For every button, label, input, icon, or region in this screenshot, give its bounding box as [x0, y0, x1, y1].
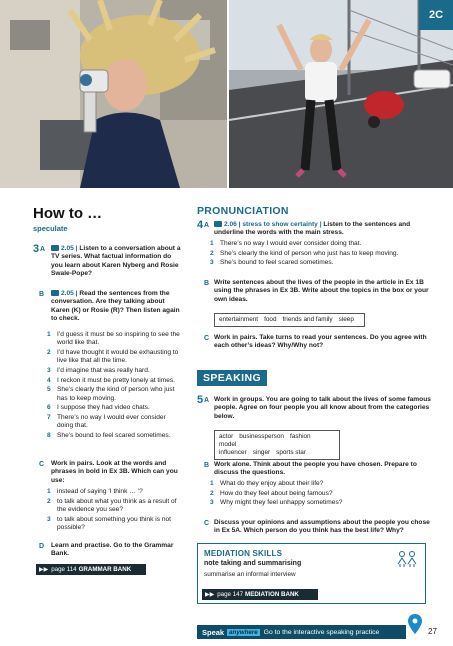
- ex5c-text: Discuss your opinions and assumptions about the people you chose in Ex 5A. Which person do you think has the best life? Why?: [214, 519, 430, 535]
- mediation-bank-link[interactable]: ▶▶ page 147 MEDIATION BANK: [202, 589, 318, 600]
- mediation-task: summarise an informal interview: [204, 571, 296, 578]
- ex3b-text: Read the sentences from the conversation. Are they talking about Karen (K) or Rosie (R)? Then listen again to check.: [51, 290, 180, 323]
- ex3-number: 3: [33, 243, 40, 255]
- list-item: 2 How do they feel about being famous?: [210, 489, 333, 497]
- people-icon: [396, 550, 418, 568]
- list-item: 1 instead of saying ‘I think … ’?: [47, 488, 143, 495]
- double-arrow-icon: ▶▶: [39, 567, 49, 573]
- grammar-bank-link[interactable]: ▶▶ page 114 GRAMMAR BANK: [36, 564, 146, 575]
- list-item: 3 She’s bound to feel scared sometimes.: [210, 259, 334, 267]
- speaking-heading: SPEAKING: [197, 370, 267, 386]
- ex3b-instructions: 2.05 | Read the sentences from the conversation. Are they talking about Karen (K) or Rosie (R)? Then listen again to check.: [51, 290, 180, 323]
- ex5b-letter: B: [204, 462, 210, 469]
- list-item: 1 What do they enjoy about their life?: [210, 480, 324, 487]
- howto-subtitle: speculate: [33, 224, 68, 233]
- list-item: 1 I’d guess it must be so inspiring to see the world like that.: [47, 331, 180, 347]
- ex3a-text: Listen to a conversation about a TV series. What factual information do you learn about Karen Nyberg and Rosie Swale-Pope?: [51, 245, 181, 278]
- ex3d-text: Learn and practise. Go to the Grammar Bank.: [51, 542, 174, 558]
- list-item: 4 I reckon it must be pretty lonely at times.: [47, 376, 176, 384]
- ex3a-instructions: 2.05 | Listen to a conversation about a TV series. What factual information do you learn about Karen Nyberg and Rosie Swale-Pope?: [51, 245, 181, 278]
- ex3b-sentence-list: [47, 331, 182, 441]
- ex5-number: 5: [197, 394, 204, 406]
- list-item: 2 I’d have thought it would be exhausting to live like that all the time.: [47, 349, 179, 365]
- list-item: 2 She’s clearly the kind of person who just has to keep moving.: [210, 249, 399, 257]
- ex5c-letter: C: [204, 520, 210, 527]
- section-badge: 2C: [419, 0, 453, 30]
- list-item: 2 to talk about what you think as a result of the evidence you see?: [47, 497, 177, 513]
- ex5b-text: Work alone. Think about the people you have chosen. Prepare to discuss the questions.: [214, 461, 417, 477]
- mediation-title: MEDIATION SKILLS: [204, 549, 283, 558]
- ex3b-track: 2.05: [61, 290, 74, 297]
- mediation-skills-box: [197, 543, 426, 604]
- ex3a-track: 2.05: [61, 245, 74, 252]
- astronaut-photo: [0, 0, 227, 188]
- list-item: 8 She’s bound to feel scared sometimes.: [47, 431, 171, 439]
- audio-icon[interactable]: [51, 245, 59, 251]
- mediation-subtitle: note taking and summarising: [204, 560, 302, 567]
- audio-icon[interactable]: [214, 221, 222, 227]
- pronunciation-heading: PRONUNCIATION: [197, 205, 289, 217]
- audio-icon[interactable]: [51, 290, 59, 296]
- list-item: 6 I suppose they had video chats.: [47, 404, 150, 412]
- ex4a-list: [210, 240, 430, 269]
- ex4a-letter: A: [204, 222, 210, 229]
- ex3a-letter: A: [40, 246, 46, 253]
- ex4c-letter: C: [204, 335, 210, 342]
- ex4b-letter: B: [204, 280, 210, 287]
- map-pin-icon: [408, 614, 422, 634]
- ex3c-text: Work in pairs. Look at the words and phrases in bold in Ex 3B. Which can you use:: [51, 460, 178, 484]
- list-item: 5 She’s clearly the kind of person who just has to keep moving.: [47, 386, 175, 402]
- page-number: 27: [428, 627, 437, 636]
- topics-word-box: entertainment food friends and family sleep: [214, 313, 365, 327]
- ex5b-question-list: [210, 480, 430, 509]
- ex3d-letter: D: [39, 543, 45, 550]
- list-item: 3 I’d imagine that was really hard.: [47, 367, 150, 374]
- ex4c-text: Work in pairs. Take turns to read your sentences. Do you agree with each other’s ideas? Why/Why not?: [214, 334, 427, 350]
- list-item: 1 There’s no way I would ever consider doing that.: [210, 240, 362, 247]
- ex5a-letter: A: [204, 397, 210, 404]
- speak-anywhere-banner[interactable]: Speak anywhere Go to the interactive speaking practice: [197, 625, 406, 639]
- ex4b-text: Write sentences about the lives of the people in the article in Ex 1B using the phrases in Ex 3B. Write about the topics in the box or your own ideas.: [214, 279, 429, 303]
- list-item: 3 Why might they feel unhappy sometimes?: [210, 499, 343, 507]
- ex3c-letter: C: [39, 461, 45, 468]
- ex4a-instructions: 2.06 | stress to show certainty | Listen to the sentences and underline the words with the main stress.: [214, 221, 411, 237]
- categories-word-box: actor businessperson fashion model influencer singer sports star: [214, 430, 340, 460]
- ex4-number: 4: [197, 219, 204, 231]
- howto-title: How to …: [33, 205, 103, 222]
- ex3c-list: [47, 488, 182, 534]
- ex3b-letter: B: [39, 291, 45, 298]
- list-item: 3 to talk about something you think is not possible?: [47, 515, 171, 531]
- ex5a-text: Work in groups. You are going to talk about the lives of some famous people. Agree on four people you all know about from the categories below.: [214, 396, 431, 420]
- double-arrow-icon: ▶▶: [205, 592, 215, 598]
- list-item: 7 There’s no way I would ever consider doing that.: [47, 413, 166, 430]
